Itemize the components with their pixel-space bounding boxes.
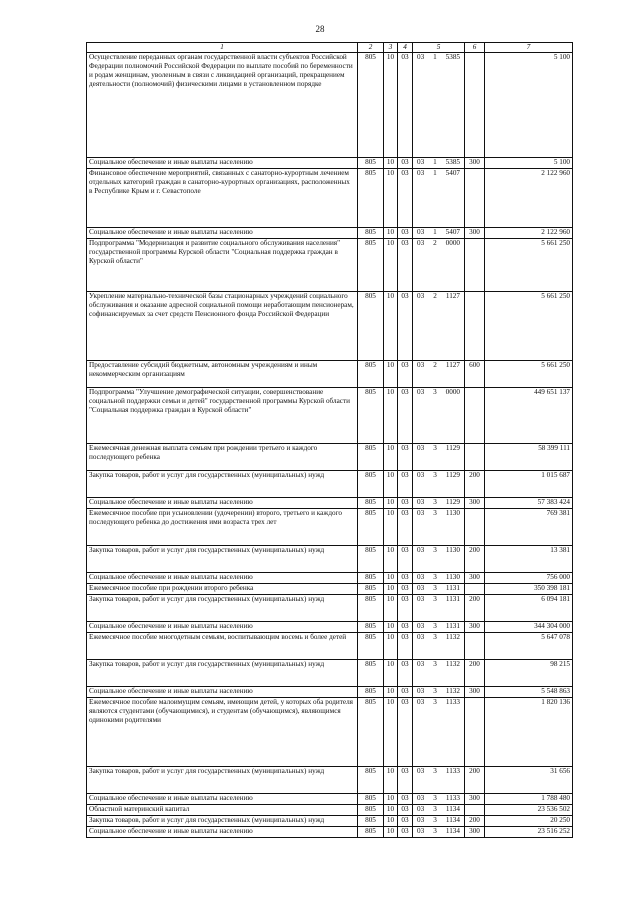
- row-name-cell: Осуществление переданных органам государственной власти субъектов Российской Федерации полномочий Российской Федерации по выплате пособий по беременности и родам женщинам, уволенным в связи с ликвидацией организаций, прекращением деятельности (полномочий) физическими лицами в установленном порядке: [87, 53, 358, 158]
- expense-type-cell: 200: [465, 471, 485, 498]
- amount-cell: 5 661 250: [485, 239, 573, 292]
- program-code: 03: [417, 169, 425, 177]
- program-code: 03: [417, 816, 425, 824]
- expense-type-cell: [465, 509, 485, 546]
- expense-type-cell: 300: [465, 827, 485, 838]
- subsection-cell: 03: [398, 573, 413, 584]
- target-article-cell: [413, 827, 465, 838]
- direction-code: 1129: [445, 444, 460, 452]
- subsection-cell: 03: [398, 53, 413, 158]
- grbs-cell: 805: [358, 444, 384, 471]
- program-code: 03: [417, 388, 425, 396]
- subsection-cell: 03: [398, 292, 413, 361]
- section-cell: 10: [384, 239, 398, 292]
- amount-cell: 5 661 250: [485, 361, 573, 388]
- row-name-cell: Подпрограмма "Улучшение демографической ситуации, совершенствование социальной поддержки семьи и детей" государственной программы Курской области "Социальная поддержка граждан в Курской области": [87, 388, 358, 444]
- row-name-cell: Социальное обеспечение и иные выплаты населению: [87, 827, 358, 838]
- header-cell-2: 2: [358, 43, 384, 53]
- table-row: [87, 158, 573, 169]
- target-article-cell: [413, 687, 465, 698]
- table-row: [87, 509, 573, 546]
- table-row: [87, 827, 573, 838]
- direction-code: 1130: [445, 546, 460, 554]
- target-article-cell: [413, 239, 465, 292]
- amount-cell: 5 548 863: [485, 687, 573, 698]
- direction-code: 1127: [445, 361, 460, 369]
- expense-type-cell: 300: [465, 228, 485, 239]
- subsection-cell: 03: [398, 794, 413, 805]
- direction-code: 1133: [445, 794, 460, 802]
- table-row: [87, 53, 573, 158]
- grbs-cell: 805: [358, 158, 384, 169]
- direction-code: 1133: [445, 767, 460, 775]
- grbs-cell: 805: [358, 292, 384, 361]
- target-article-cell: [413, 584, 465, 595]
- target-article-cell: [413, 444, 465, 471]
- program-code: 03: [417, 546, 425, 554]
- table-row: [87, 498, 573, 509]
- direction-code: 1134: [445, 805, 460, 813]
- subprogram-code: 1: [433, 53, 437, 61]
- subprogram-code: 3: [433, 388, 437, 396]
- section-cell: 10: [384, 595, 398, 622]
- subprogram-code: 3: [433, 622, 437, 630]
- subprogram-code: 3: [433, 633, 437, 641]
- direction-code: 1129: [445, 471, 460, 479]
- amount-cell: 23 536 502: [485, 805, 573, 816]
- target-article-cell: [413, 622, 465, 633]
- header-cell-6: 6: [465, 43, 485, 53]
- program-code: 03: [417, 687, 425, 695]
- amount-cell: 5 100: [485, 53, 573, 158]
- amount-cell: 57 383 424: [485, 498, 573, 509]
- grbs-cell: 805: [358, 239, 384, 292]
- section-cell: 10: [384, 827, 398, 838]
- section-cell: 10: [384, 498, 398, 509]
- direction-code: 1131: [445, 584, 460, 592]
- row-name-cell: Социальное обеспечение и иные выплаты населению: [87, 158, 358, 169]
- grbs-cell: 805: [358, 388, 384, 444]
- direction-code: 5407: [445, 228, 460, 236]
- direction-code: 1131: [445, 595, 460, 603]
- row-name-cell: Ежемесячное пособие при усыновлении (удочерении) второго, третьего и каждого последующего ребенка до достижения ими возраста трех лет: [87, 509, 358, 546]
- program-code: 03: [417, 595, 425, 603]
- section-cell: 10: [384, 805, 398, 816]
- target-article-cell: [413, 361, 465, 388]
- subprogram-code: 3: [433, 698, 437, 706]
- amount-cell: 1 015 687: [485, 471, 573, 498]
- target-article-cell: [413, 498, 465, 509]
- subprogram-code: 3: [433, 816, 437, 824]
- subsection-cell: 03: [398, 584, 413, 595]
- amount-cell: 5 661 250: [485, 292, 573, 361]
- program-code: 03: [417, 584, 425, 592]
- grbs-cell: 805: [358, 509, 384, 546]
- subprogram-code: 1: [433, 228, 437, 236]
- subsection-cell: 03: [398, 816, 413, 827]
- subsection-cell: 03: [398, 546, 413, 573]
- subprogram-code: 3: [433, 767, 437, 775]
- expense-type-cell: 200: [465, 767, 485, 794]
- grbs-cell: 805: [358, 622, 384, 633]
- expense-type-cell: [465, 292, 485, 361]
- direction-code: 1134: [445, 816, 460, 824]
- expense-type-cell: [465, 805, 485, 816]
- section-cell: 10: [384, 584, 398, 595]
- section-cell: 10: [384, 794, 398, 805]
- amount-cell: 350 398 181: [485, 584, 573, 595]
- direction-code: 1127: [445, 292, 460, 300]
- expense-type-cell: [465, 584, 485, 595]
- row-name-cell: Закупка товаров, работ и услуг для государственных (муниципальных) нужд: [87, 767, 358, 794]
- grbs-cell: 805: [358, 546, 384, 573]
- grbs-cell: 805: [358, 228, 384, 239]
- amount-cell: 756 000: [485, 573, 573, 584]
- subprogram-code: 2: [433, 292, 437, 300]
- subprogram-code: 3: [433, 509, 437, 517]
- section-cell: 10: [384, 633, 398, 660]
- program-code: 03: [417, 805, 425, 813]
- program-code: 03: [417, 622, 425, 630]
- amount-cell: 31 656: [485, 767, 573, 794]
- grbs-cell: 805: [358, 471, 384, 498]
- program-code: 03: [417, 498, 425, 506]
- subsection-cell: 03: [398, 805, 413, 816]
- target-article-cell: [413, 816, 465, 827]
- table-row: [87, 622, 573, 633]
- section-cell: 10: [384, 471, 398, 498]
- target-article-cell: [413, 805, 465, 816]
- target-article-cell: [413, 698, 465, 767]
- amount-cell: 13 381: [485, 546, 573, 573]
- subsection-cell: 03: [398, 158, 413, 169]
- section-cell: 10: [384, 388, 398, 444]
- program-code: 03: [417, 471, 425, 479]
- subsection-cell: 03: [398, 660, 413, 687]
- expense-type-cell: [465, 53, 485, 158]
- expense-type-cell: [465, 169, 485, 228]
- row-name-cell: Социальное обеспечение и иные выплаты населению: [87, 622, 358, 633]
- program-code: 03: [417, 660, 425, 668]
- header-cell-3: 3: [384, 43, 398, 53]
- expense-type-cell: [465, 444, 485, 471]
- expense-type-cell: [465, 633, 485, 660]
- subprogram-code: 3: [433, 471, 437, 479]
- section-cell: 10: [384, 169, 398, 228]
- section-cell: 10: [384, 767, 398, 794]
- section-cell: 10: [384, 698, 398, 767]
- table-row: [87, 767, 573, 794]
- program-code: 03: [417, 53, 425, 61]
- program-code: 03: [417, 827, 425, 835]
- amount-cell: 23 516 252: [485, 827, 573, 838]
- grbs-cell: 805: [358, 584, 384, 595]
- program-code: 03: [417, 444, 425, 452]
- table-row: [87, 361, 573, 388]
- subprogram-code: 3: [433, 687, 437, 695]
- section-cell: 10: [384, 687, 398, 698]
- subprogram-code: 3: [433, 584, 437, 592]
- grbs-cell: 805: [358, 794, 384, 805]
- target-article-cell: [413, 660, 465, 687]
- table-row: [87, 584, 573, 595]
- table-row: [87, 660, 573, 687]
- section-cell: 10: [384, 546, 398, 573]
- program-code: 03: [417, 292, 425, 300]
- subprogram-code: 3: [433, 805, 437, 813]
- grbs-cell: 805: [358, 687, 384, 698]
- subsection-cell: 03: [398, 361, 413, 388]
- subsection-cell: 03: [398, 444, 413, 471]
- target-article-cell: [413, 292, 465, 361]
- row-name-cell: Ежемесячное пособие при рождении второго ребенка: [87, 584, 358, 595]
- program-code: 03: [417, 767, 425, 775]
- row-name-cell: Социальное обеспечение и иные выплаты населению: [87, 228, 358, 239]
- section-cell: 10: [384, 361, 398, 388]
- direction-code: 0000: [445, 388, 460, 396]
- subprogram-code: 3: [433, 595, 437, 603]
- expense-type-cell: 200: [465, 660, 485, 687]
- expense-type-cell: 300: [465, 498, 485, 509]
- grbs-cell: 805: [358, 633, 384, 660]
- subprogram-code: 3: [433, 827, 437, 835]
- expense-type-cell: 600: [465, 361, 485, 388]
- row-name-cell: Ежемесячное пособие многодетным семьям, воспитывающим восемь и более детей: [87, 633, 358, 660]
- grbs-cell: 805: [358, 698, 384, 767]
- header-row: [87, 43, 573, 53]
- grbs-cell: 805: [358, 573, 384, 584]
- section-cell: 10: [384, 292, 398, 361]
- table-row: [87, 573, 573, 584]
- section-cell: 10: [384, 158, 398, 169]
- target-article-cell: [413, 573, 465, 584]
- page-number: 28: [315, 24, 325, 34]
- table-row: [87, 687, 573, 698]
- subsection-cell: 03: [398, 827, 413, 838]
- grbs-cell: 805: [358, 361, 384, 388]
- expense-type-cell: 300: [465, 794, 485, 805]
- row-name-cell: Социальное обеспечение и иные выплаты населению: [87, 687, 358, 698]
- target-article-cell: [413, 471, 465, 498]
- direction-code: 1130: [445, 509, 460, 517]
- amount-cell: 20 250: [485, 816, 573, 827]
- table-row: [87, 698, 573, 767]
- program-code: 03: [417, 239, 425, 247]
- table-row: [87, 805, 573, 816]
- table-row: [87, 633, 573, 660]
- program-code: 03: [417, 794, 425, 802]
- row-name-cell: Закупка товаров, работ и услуг для государственных (муниципальных) нужд: [87, 546, 358, 573]
- grbs-cell: 805: [358, 660, 384, 687]
- row-name-cell: Ежемесячное пособие малоимущим семьям, имеющим детей, у которых оба родителя являются студентами (обучающимися), и студентам (обучающимся), являющимся одинокими родителями: [87, 698, 358, 767]
- row-name-cell: Ежемесячная денежная выплата семьям при рождении третьего и каждого последующего ребенка: [87, 444, 358, 471]
- subprogram-code: 3: [433, 660, 437, 668]
- target-article-cell: [413, 228, 465, 239]
- section-cell: 10: [384, 573, 398, 584]
- target-article-cell: [413, 546, 465, 573]
- program-code: 03: [417, 158, 425, 166]
- header-cell-7: 7: [485, 43, 573, 53]
- expense-type-cell: 300: [465, 158, 485, 169]
- row-name-cell: Социальное обеспечение и иные выплаты населению: [87, 794, 358, 805]
- program-code: 03: [417, 633, 425, 641]
- subprogram-code: 2: [433, 361, 437, 369]
- amount-cell: 1 788 480: [485, 794, 573, 805]
- subsection-cell: 03: [398, 509, 413, 546]
- expense-type-cell: 300: [465, 573, 485, 584]
- grbs-cell: 805: [358, 816, 384, 827]
- expense-type-cell: 200: [465, 816, 485, 827]
- direction-code: 1133: [445, 698, 460, 706]
- amount-cell: 58 399 111: [485, 444, 573, 471]
- amount-cell: 2 122 960: [485, 169, 573, 228]
- header-cell-5: 5: [413, 43, 465, 53]
- direction-code: 5407: [445, 169, 460, 177]
- subsection-cell: 03: [398, 498, 413, 509]
- row-name-cell: Закупка товаров, работ и услуг для государственных (муниципальных) нужд: [87, 471, 358, 498]
- row-name-cell: Закупка товаров, работ и услуг для государственных (муниципальных) нужд: [87, 660, 358, 687]
- direction-code: 1134: [445, 827, 460, 835]
- direction-code: 1132: [445, 633, 460, 641]
- expense-type-cell: 300: [465, 622, 485, 633]
- amount-cell: 5 647 078: [485, 633, 573, 660]
- section-cell: 10: [384, 444, 398, 471]
- target-article-cell: [413, 633, 465, 660]
- row-name-cell: Социальное обеспечение и иные выплаты населению: [87, 573, 358, 584]
- subsection-cell: 03: [398, 595, 413, 622]
- table-row: [87, 546, 573, 573]
- expense-type-cell: 300: [465, 687, 485, 698]
- grbs-cell: 805: [358, 805, 384, 816]
- subsection-cell: 03: [398, 767, 413, 794]
- amount-cell: 769 381: [485, 509, 573, 546]
- direction-code: 1132: [445, 660, 460, 668]
- amount-cell: 6 094 181: [485, 595, 573, 622]
- row-name-cell: Областной материнский капитал: [87, 805, 358, 816]
- section-cell: 10: [384, 53, 398, 158]
- subsection-cell: 03: [398, 698, 413, 767]
- program-code: 03: [417, 573, 425, 581]
- amount-cell: 344 304 000: [485, 622, 573, 633]
- section-cell: 10: [384, 509, 398, 546]
- row-name-cell: Финансовое обеспечение мероприятий, связанных с санаторно-курортным лечением отдельных категорий граждан в санаторно-курортных организациях, расположенных в Республике Крым и г. Севастополе: [87, 169, 358, 228]
- program-code: 03: [417, 509, 425, 517]
- table-row: [87, 169, 573, 228]
- subprogram-code: 3: [433, 794, 437, 802]
- target-article-cell: [413, 509, 465, 546]
- amount-cell: 5 100: [485, 158, 573, 169]
- section-cell: 10: [384, 660, 398, 687]
- target-article-cell: [413, 169, 465, 228]
- subprogram-code: 1: [433, 169, 437, 177]
- row-name-cell: Подпрограмма "Модернизация и развитие социального обслуживания населения" государственной программы Курской области "Социальная поддержка граждан в Курской области": [87, 239, 358, 292]
- subsection-cell: 03: [398, 228, 413, 239]
- subprogram-code: 3: [433, 498, 437, 506]
- direction-code: 1129: [445, 498, 460, 506]
- grbs-cell: 805: [358, 767, 384, 794]
- program-code: 03: [417, 698, 425, 706]
- table-row: [87, 595, 573, 622]
- subprogram-code: 3: [433, 444, 437, 452]
- table-row: [87, 228, 573, 239]
- row-name-cell: Закупка товаров, работ и услуг для государственных (муниципальных) нужд: [87, 816, 358, 827]
- table-row: [87, 444, 573, 471]
- table-row: [87, 471, 573, 498]
- table-row: [87, 292, 573, 361]
- table-row: [87, 388, 573, 444]
- subprogram-code: 1: [433, 158, 437, 166]
- subsection-cell: 03: [398, 239, 413, 292]
- section-cell: 10: [384, 228, 398, 239]
- grbs-cell: 805: [358, 53, 384, 158]
- row-name-cell: Социальное обеспечение и иные выплаты населению: [87, 498, 358, 509]
- subsection-cell: 03: [398, 633, 413, 660]
- subsection-cell: 03: [398, 471, 413, 498]
- amount-cell: 449 651 137: [485, 388, 573, 444]
- header-cell-4: 4: [398, 43, 413, 53]
- direction-code: 0000: [445, 239, 460, 247]
- expense-type-cell: [465, 239, 485, 292]
- budget-table: [86, 42, 573, 838]
- grbs-cell: 805: [358, 169, 384, 228]
- direction-code: 1130: [445, 573, 460, 581]
- target-article-cell: [413, 794, 465, 805]
- amount-cell: 2 122 960: [485, 228, 573, 239]
- table-row: [87, 239, 573, 292]
- program-code: 03: [417, 228, 425, 236]
- target-article-cell: [413, 767, 465, 794]
- expense-type-cell: [465, 698, 485, 767]
- grbs-cell: 805: [358, 827, 384, 838]
- section-cell: 10: [384, 622, 398, 633]
- program-code: 03: [417, 361, 425, 369]
- header-cell-1: 1: [87, 43, 358, 53]
- row-name-cell: Предоставление субсидий бюджетным, автономным учреждениям и иным некоммерческим организациям: [87, 361, 358, 388]
- expense-type-cell: [465, 388, 485, 444]
- section-cell: 10: [384, 816, 398, 827]
- direction-code: 1131: [445, 622, 460, 630]
- subsection-cell: 03: [398, 388, 413, 444]
- row-name-cell: Укрепление материально-технической базы стационарных учреждений социального обслуживания и оказание адресной социальной помощи неработающим пенсионерам, софинансируемых за счет средств Пенсионного фонда Российской Федерации: [87, 292, 358, 361]
- target-article-cell: [413, 595, 465, 622]
- grbs-cell: 805: [358, 498, 384, 509]
- table-row: [87, 794, 573, 805]
- amount-cell: 1 820 136: [485, 698, 573, 767]
- subsection-cell: 03: [398, 622, 413, 633]
- target-article-cell: [413, 388, 465, 444]
- expense-type-cell: 200: [465, 546, 485, 573]
- expense-type-cell: 200: [465, 595, 485, 622]
- target-article-cell: [413, 158, 465, 169]
- amount-cell: 98 215: [485, 660, 573, 687]
- table-row: [87, 816, 573, 827]
- direction-code: 5385: [445, 53, 460, 61]
- subprogram-code: 2: [433, 239, 437, 247]
- row-name-cell: Закупка товаров, работ и услуг для государственных (муниципальных) нужд: [87, 595, 358, 622]
- subsection-cell: 03: [398, 687, 413, 698]
- direction-code: 1132: [445, 687, 460, 695]
- subsection-cell: 03: [398, 169, 413, 228]
- subprogram-code: 3: [433, 546, 437, 554]
- grbs-cell: 805: [358, 595, 384, 622]
- direction-code: 5385: [445, 158, 460, 166]
- target-article-cell: [413, 53, 465, 158]
- subprogram-code: 3: [433, 573, 437, 581]
